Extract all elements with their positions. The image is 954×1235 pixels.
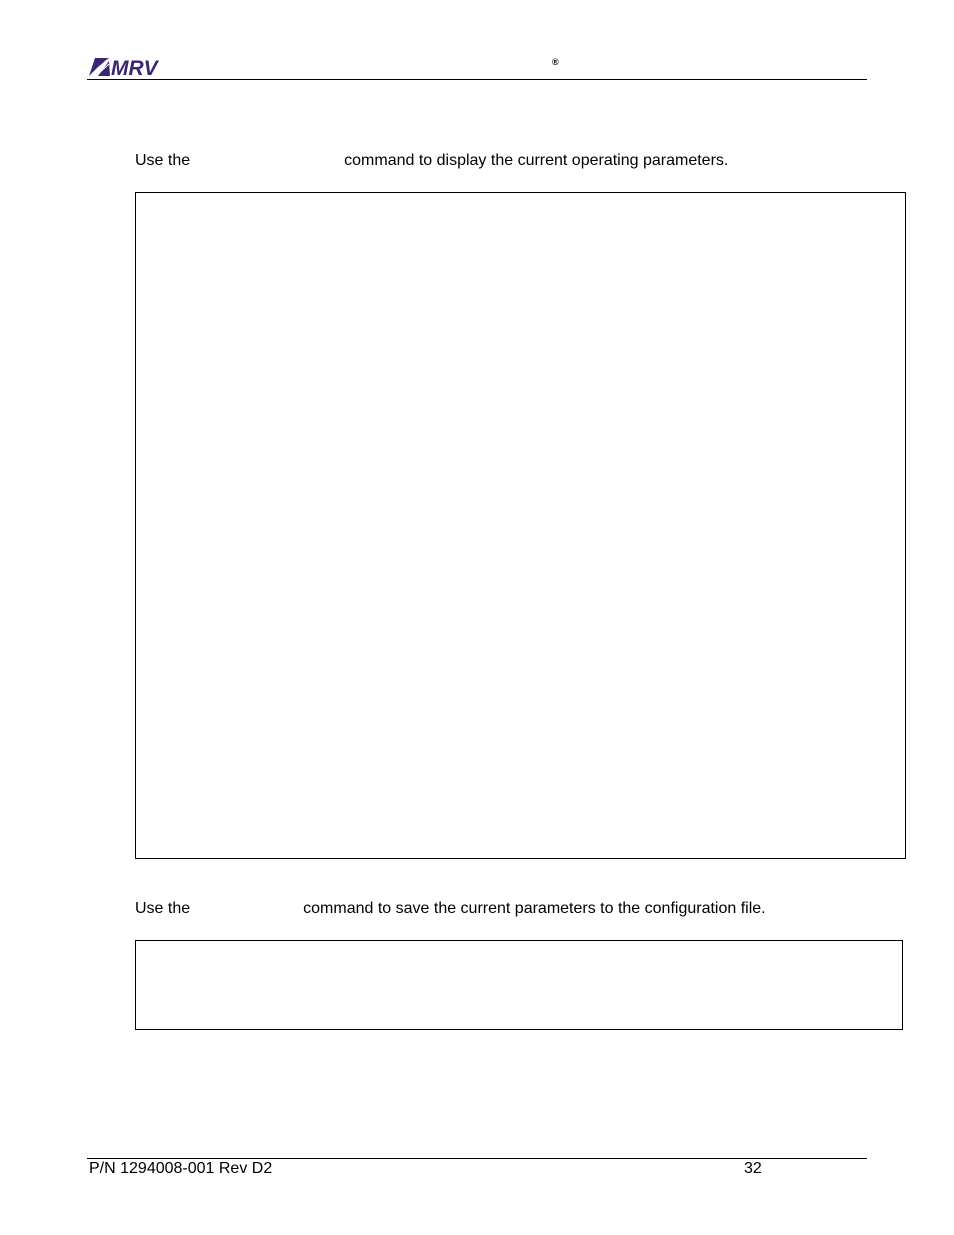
command-output-box (135, 192, 906, 859)
text-after: command to display the current operating parameters. (344, 152, 729, 169)
part-number: P/N 1294008-001 Rev D2 (89, 1160, 273, 1177)
command-example-box (135, 940, 903, 1030)
text-after: command to save the current parameters to the configuration file. (303, 900, 766, 917)
registered-mark: ® (552, 57, 559, 67)
intro-paragraph-display (135, 151, 728, 171)
header-divider (87, 79, 867, 80)
page-number: 32 (744, 1160, 762, 1177)
mrv-logo-icon (89, 55, 173, 77)
text-before: Use the (135, 900, 191, 917)
logo-text: MRV (111, 57, 158, 77)
intro-paragraph-save (135, 899, 766, 919)
text-before: Use the (135, 152, 191, 169)
